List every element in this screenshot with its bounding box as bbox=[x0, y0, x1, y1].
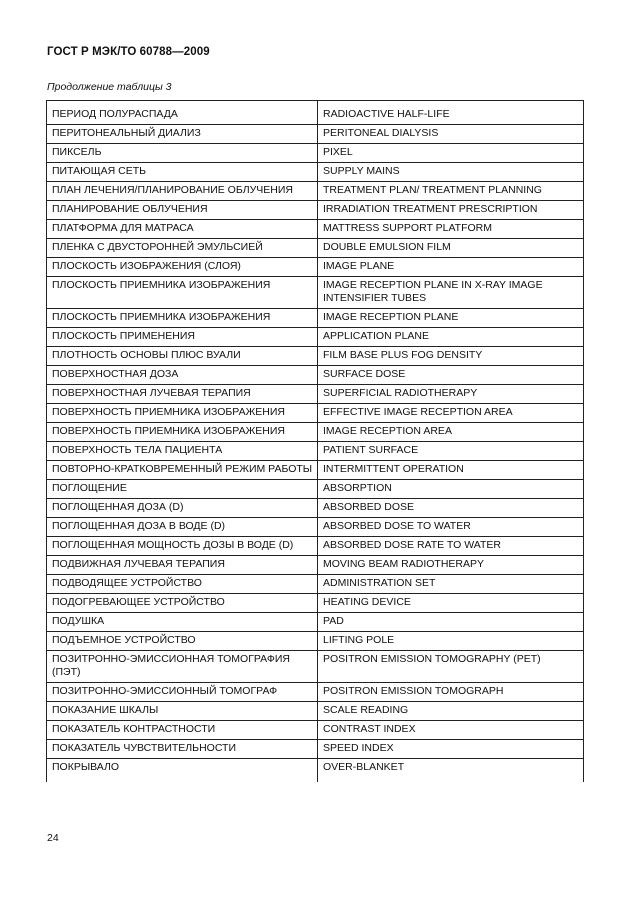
table-row bbox=[47, 239, 584, 258]
term-en-cell: POSITRON EMISSION TOMOGRAPH bbox=[318, 683, 584, 702]
page-number: 24 bbox=[47, 832, 59, 844]
term-ru-cell: ПОВТОРНО-КРАТКОВРЕМЕННЫЙ РЕЖИМ РАБОТЫ bbox=[47, 461, 318, 480]
table-row bbox=[47, 220, 584, 239]
table-row bbox=[47, 125, 584, 144]
table-row bbox=[47, 182, 584, 201]
term-ru-cell: ПЕРИТОНЕАЛЬНЫЙ ДИАЛИЗ bbox=[47, 125, 318, 144]
term-ru-cell: ПОДВИЖНАЯ ЛУЧЕВАЯ ТЕРАПИЯ bbox=[47, 556, 318, 575]
term-ru-cell: ПИТАЮЩАЯ СЕТЬ bbox=[47, 163, 318, 182]
table-row bbox=[47, 461, 584, 480]
term-en-cell: ADMINISTRATION SET bbox=[318, 575, 584, 594]
term-en-cell: IMAGE PLANE bbox=[318, 258, 584, 277]
table-row bbox=[47, 556, 584, 575]
term-ru-cell: ПЛОСКОСТЬ ПРИЕМНИКА ИЗОБРАЖЕНИЯ bbox=[47, 277, 318, 309]
term-ru-cell: ПЛАН ЛЕЧЕНИЯ/ПЛАНИРОВАНИЕ ОБЛУЧЕНИЯ bbox=[47, 182, 318, 201]
term-en-cell: MOVING BEAM RADIOTHERAPY bbox=[318, 556, 584, 575]
table-row bbox=[47, 163, 584, 182]
term-en-cell: SUPPLY MAINS bbox=[318, 163, 584, 182]
term-en-cell: ABSORBED DOSE TO WATER bbox=[318, 518, 584, 537]
table-row bbox=[47, 537, 584, 556]
document-header: ГОСТ Р МЭК/ТО 60788—2009 bbox=[47, 46, 210, 58]
term-en-cell: ABSORBED DOSE bbox=[318, 499, 584, 518]
term-en-cell: IMAGE RECEPTION AREA bbox=[318, 423, 584, 442]
term-en-cell: HEATING DEVICE bbox=[318, 594, 584, 613]
term-en-cell: APPLICATION PLANE bbox=[318, 328, 584, 347]
term-en-cell: PERITONEAL DIALYSIS bbox=[318, 125, 584, 144]
table-row bbox=[47, 651, 584, 683]
term-en-cell: IMAGE RECEPTION PLANE IN X-RAY IMAGE INTENSIFIER TUBES bbox=[318, 277, 584, 309]
table-row bbox=[47, 740, 584, 759]
table-row bbox=[47, 759, 584, 783]
table-row bbox=[47, 258, 584, 277]
table-row bbox=[47, 442, 584, 461]
table-row bbox=[47, 144, 584, 163]
table-row bbox=[47, 423, 584, 442]
term-ru-cell: ПЛОТНОСТЬ ОСНОВЫ ПЛЮС ВУАЛИ bbox=[47, 347, 318, 366]
term-ru-cell: ПОВЕРХНОСТНАЯ ЛУЧЕВАЯ ТЕРАПИЯ bbox=[47, 385, 318, 404]
term-en-cell: FILM BASE PLUS FOG DENSITY bbox=[318, 347, 584, 366]
term-ru-cell: ПЛАНИРОВАНИЕ ОБЛУЧЕНИЯ bbox=[47, 201, 318, 220]
table-caption: Продолжение таблицы 3 bbox=[47, 81, 172, 93]
table-row bbox=[47, 702, 584, 721]
terms-table-body bbox=[47, 101, 584, 783]
term-en-cell: EFFECTIVE IMAGE RECEPTION AREA bbox=[318, 404, 584, 423]
table-row bbox=[47, 309, 584, 328]
term-ru-cell: ПОКАЗАТЕЛЬ ЧУВСТВИТЕЛЬНОСТИ bbox=[47, 740, 318, 759]
term-en-cell: POSITRON EMISSION TOMOGRAPHY (PET) bbox=[318, 651, 584, 683]
table-row bbox=[47, 347, 584, 366]
term-en-cell: PAD bbox=[318, 613, 584, 632]
term-en-cell: SCALE READING bbox=[318, 702, 584, 721]
table-row bbox=[47, 613, 584, 632]
term-ru-cell: ПОКАЗАТЕЛЬ КОНТРАСТНОСТИ bbox=[47, 721, 318, 740]
table-row bbox=[47, 518, 584, 537]
table-row bbox=[47, 366, 584, 385]
term-en-cell: DOUBLE EMULSION FILM bbox=[318, 239, 584, 258]
term-ru-cell: ПИКСЕЛЬ bbox=[47, 144, 318, 163]
term-en-cell: ABSORPTION bbox=[318, 480, 584, 499]
term-en-cell: SUPERFICIAL RADIOTHERAPY bbox=[318, 385, 584, 404]
term-ru-cell: ПОГЛОЩЕННАЯ ДОЗА (D) bbox=[47, 499, 318, 518]
table-row bbox=[47, 385, 584, 404]
table-row bbox=[47, 594, 584, 613]
term-ru-cell: ПЛАТФОРМА ДЛЯ МАТРАСА bbox=[47, 220, 318, 239]
table-row bbox=[47, 480, 584, 499]
table-row bbox=[47, 328, 584, 347]
term-ru-cell: ПОГЛОЩЕНИЕ bbox=[47, 480, 318, 499]
term-ru-cell: ПОВЕРХНОСТЬ ПРИЕМНИКА ИЗОБРАЖЕНИЯ bbox=[47, 404, 318, 423]
term-ru-cell: ПЛОСКОСТЬ ПРИЕМНИКА ИЗОБРАЖЕНИЯ bbox=[47, 309, 318, 328]
term-en-cell: OVER-BLANKET bbox=[318, 759, 584, 783]
term-ru-cell: ПОВЕРХНОСТЬ ТЕЛА ПАЦИЕНТА bbox=[47, 442, 318, 461]
terms-table bbox=[46, 100, 584, 782]
term-ru-cell: ПОКАЗАНИЕ ШКАЛЫ bbox=[47, 702, 318, 721]
table-row bbox=[47, 277, 584, 309]
term-ru-cell: ПЛОСКОСТЬ ПРИМЕНЕНИЯ bbox=[47, 328, 318, 347]
table-row bbox=[47, 683, 584, 702]
table-row bbox=[47, 632, 584, 651]
term-en-cell: ABSORBED DOSE RATE TO WATER bbox=[318, 537, 584, 556]
table-row bbox=[47, 721, 584, 740]
table-row bbox=[47, 575, 584, 594]
term-ru-cell: ПЛОСКОСТЬ ИЗОБРАЖЕНИЯ (СЛОЯ) bbox=[47, 258, 318, 277]
term-en-cell: CONTRAST INDEX bbox=[318, 721, 584, 740]
table-row bbox=[47, 404, 584, 423]
term-ru-cell: ПЕРИОД ПОЛУРАСПАДА bbox=[47, 101, 318, 125]
term-en-cell: IMAGE RECEPTION PLANE bbox=[318, 309, 584, 328]
term-ru-cell: ПЛЕНКА С ДВУСТОРОННЕЙ ЭМУЛЬСИЕЙ bbox=[47, 239, 318, 258]
term-ru-cell: ПОДВОДЯЩЕЕ УСТРОЙСТВО bbox=[47, 575, 318, 594]
term-ru-cell: ПОВЕРХНОСТЬ ПРИЕМНИКА ИЗОБРАЖЕНИЯ bbox=[47, 423, 318, 442]
term-ru-cell: ПОЗИТРОННО-ЭМИССИОННЫЙ ТОМОГРАФ bbox=[47, 683, 318, 702]
term-ru-cell: ПОВЕРХНОСТНАЯ ДОЗА bbox=[47, 366, 318, 385]
term-en-cell: LIFTING POLE bbox=[318, 632, 584, 651]
term-ru-cell: ПОКРЫВАЛО bbox=[47, 759, 318, 783]
term-en-cell: IRRADIATION TREATMENT PRESCRIPTION bbox=[318, 201, 584, 220]
term-en-cell: MATTRESS SUPPORT PLATFORM bbox=[318, 220, 584, 239]
term-en-cell: SURFACE DOSE bbox=[318, 366, 584, 385]
term-en-cell: SPEED INDEX bbox=[318, 740, 584, 759]
term-en-cell: INTERMITTENT OPERATION bbox=[318, 461, 584, 480]
table-row bbox=[47, 499, 584, 518]
table-row bbox=[47, 201, 584, 220]
table-row bbox=[47, 101, 584, 125]
term-en-cell: PIXEL bbox=[318, 144, 584, 163]
term-ru-cell: ПОДОГРЕВАЮЩЕЕ УСТРОЙСТВО bbox=[47, 594, 318, 613]
term-en-cell: TREATMENT PLAN/ TREATMENT PLANNING bbox=[318, 182, 584, 201]
term-ru-cell: ПОДЪЕМНОЕ УСТРОЙСТВО bbox=[47, 632, 318, 651]
term-en-cell: PATIENT SURFACE bbox=[318, 442, 584, 461]
term-en-cell: RADIOACTIVE HALF-LIFE bbox=[318, 101, 584, 125]
term-ru-cell: ПОГЛОЩЕННАЯ ДОЗА В ВОДЕ (D) bbox=[47, 518, 318, 537]
term-ru-cell: ПОЗИТРОННО-ЭМИССИОННАЯ ТОМОГРАФИЯ (ПЭТ) bbox=[47, 651, 318, 683]
term-ru-cell: ПОГЛОЩЕННАЯ МОЩНОСТЬ ДОЗЫ В ВОДЕ (D) bbox=[47, 537, 318, 556]
term-ru-cell: ПОДУШКА bbox=[47, 613, 318, 632]
